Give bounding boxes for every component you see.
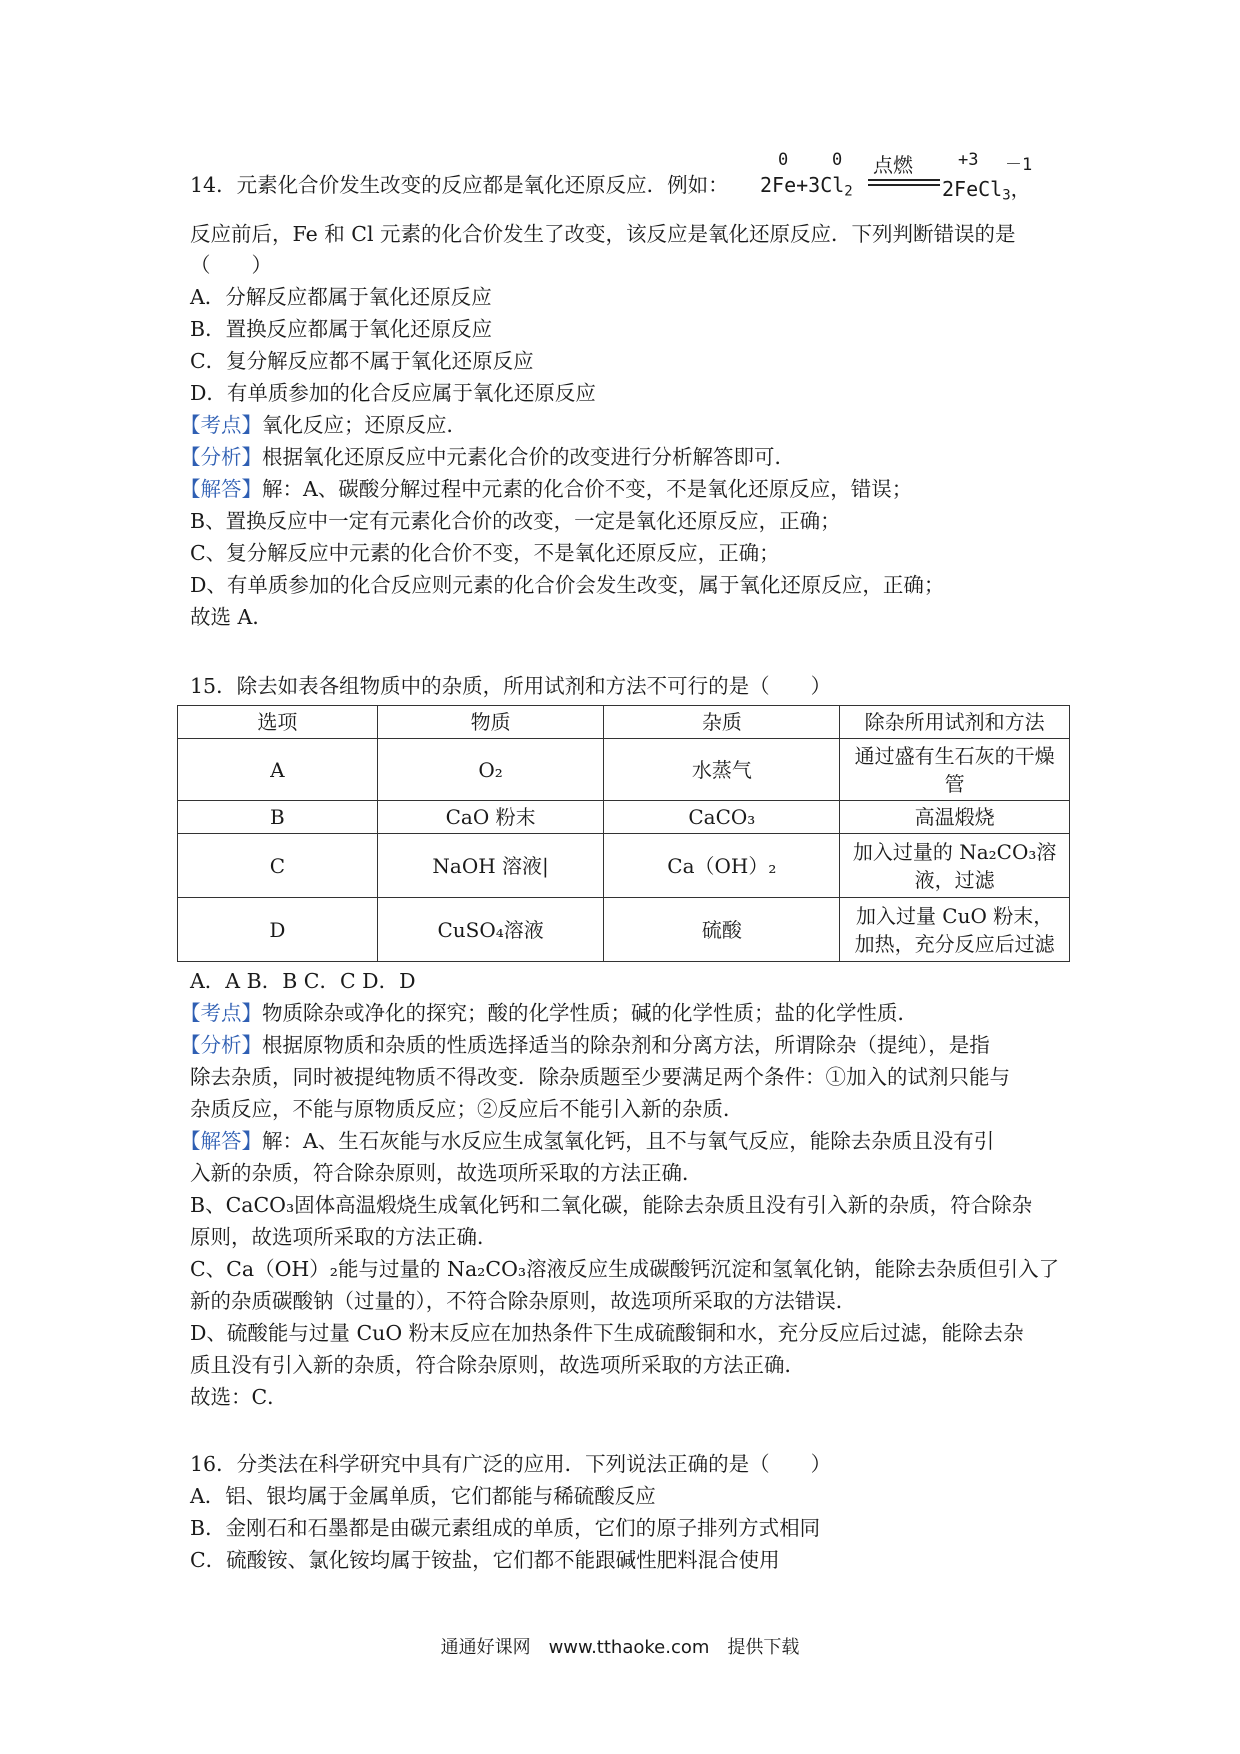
q15-fenxi: 【分析】根据原物质和杂质的性质选择适当的除杂剂和分离方法，所谓除杂（提纯），是指 xyxy=(180,1033,990,1057)
q16-option-c: C．硫酸铵、氯化铵均属于铵盐，它们都不能跟碱性肥料混合使用 xyxy=(190,1548,780,1572)
table-cell: C xyxy=(178,834,378,898)
table-header-cell: 选项 xyxy=(178,706,378,739)
q15-kaodian: 【考点】物质除杂或净化的探究；酸的化学性质；碱的化学性质；盐的化学性质． xyxy=(180,1001,918,1025)
q14-ox-cl: 0 xyxy=(832,150,843,170)
table-header-cell: 物质 xyxy=(377,706,604,739)
table-cell: 硫酸 xyxy=(604,898,840,962)
q16-option-a: A．铝、银均属于金属单质，它们都能与稀硫酸反应 xyxy=(190,1484,656,1508)
page-footer: 通通好课网 www.tthaoke.com 提供下载 xyxy=(440,1637,800,1658)
table-cell: A xyxy=(178,739,378,801)
table-cell: CuSO₄溶液 xyxy=(377,898,604,962)
table-cell: B xyxy=(178,801,378,834)
q14-option-b: B．置换反应都属于氧化还原反应 xyxy=(190,317,493,341)
q15-answers: A．A B．B C．C D．D xyxy=(190,969,416,993)
table-cell: 高温煅烧 xyxy=(840,801,1070,834)
table-row xyxy=(178,739,1070,801)
q14-option-d: D．有单质参加的化合反应属于氧化还原反应 xyxy=(190,381,596,405)
q14-eq-arrow-bottom xyxy=(868,184,940,186)
q15-jieda-line: 入新的杂质，符合除杂原则，故选项所采取的方法正确． xyxy=(190,1161,703,1185)
q15-jieda-line: B、CaCO₃固体高温煅烧生成氧化钙和二氧化碳，能除去杂质且没有引入新的杂质，符合除杂 xyxy=(190,1193,1033,1217)
table-row xyxy=(178,834,1070,898)
q15-jieda-line: 原则，故选项所采取的方法正确． xyxy=(190,1225,498,1249)
fenxi-tag: 【分析】 xyxy=(180,445,262,469)
q14-kaodian: 【考点】氧化反应；还原反应． xyxy=(180,413,467,437)
q16-stem: 16．分类法在科学研究中具有广泛的应用．下列说法正确的是（ ） xyxy=(190,1452,832,1476)
q15-jieda-line: D、硫酸能与过量 CuO 粉末反应在加热条件下生成硫酸铜和水，充分反应后过滤，能除去杂 xyxy=(190,1321,1024,1345)
table-cell: CaO 粉末 xyxy=(377,801,604,834)
table-header-row xyxy=(178,706,1070,739)
q15-table xyxy=(177,705,1070,962)
table-row xyxy=(178,801,1070,834)
q15-jieda-line: 新的杂质碳酸钠（过量的），不符合除杂原则，故选项所采取的方法错误． xyxy=(190,1289,857,1313)
fenxi-tag: 【分析】 xyxy=(180,1033,262,1057)
q14-eq-arrow-top xyxy=(868,179,940,181)
q14-jieda-line: C、复分解反应中元素的化合价不变，不是氧化还原反应，正确； xyxy=(190,541,780,565)
q15-fenxi-line: 除去杂质，同时被提纯物质不得改变．除杂质题至少要满足两个条件：①加入的试剂只能与 xyxy=(190,1065,1010,1089)
q15-jieda-line: 质且没有引入新的杂质，符合除杂原则，故选项所采取的方法正确． xyxy=(190,1353,805,1377)
q15-jieda-line: 故选：C． xyxy=(190,1385,288,1409)
table-cell: Ca（OH）₂ xyxy=(604,834,840,898)
q16-option-b: B．金刚石和石墨都是由碳元素组成的单质，它们的原子排列方式相同 xyxy=(190,1516,821,1540)
jieda-tag: 【解答】 xyxy=(180,477,262,501)
q14-jieda-line: 故选 A． xyxy=(190,605,273,629)
q14-ox-cl-neg: －1 xyxy=(1005,155,1033,175)
q15-stem: 15．除去如表各组物质中的杂质，所用试剂和方法不可行的是（ ） xyxy=(190,674,832,698)
kaodian-tag: 【考点】 xyxy=(180,1001,262,1025)
table-row xyxy=(178,898,1070,962)
table-cell: 加入过量 CuO 粉末，加热，充分反应后过滤 xyxy=(840,898,1070,962)
q14-ox-fe3: +3 xyxy=(958,150,979,170)
q14-jieda-line: B、置换反应中一定有元素化合价的改变，一定是氧化还原反应，正确； xyxy=(190,509,841,533)
table-header-cell: 杂质 xyxy=(604,706,840,739)
q15-jieda: 【解答】解：A、生石灰能与水反应生成氢氧化钙，且不与氧气反应，能除去杂质且没有引 xyxy=(180,1129,995,1153)
q15-jieda-line: C、Ca（OH）₂能与过量的 Na₂CO₃溶液反应生成碳酸钙沉淀和氢氧化钠，能除去杂质但引入了 xyxy=(190,1257,1060,1281)
table-cell: O₂ xyxy=(377,739,604,801)
q14-eq-condition: 点燃 xyxy=(873,153,913,177)
table-cell: CaCO₃ xyxy=(604,801,840,834)
table-cell: 通过盛有生石灰的干燥管 xyxy=(840,739,1070,801)
q14-jieda: 【解答】解：A、碳酸分解过程中元素的化合价不变，不是氧化还原反应，错误； xyxy=(180,477,913,501)
q14-ox-fe: 0 xyxy=(778,150,789,170)
q14-eq-right: 2FeCl$_3$， xyxy=(942,177,1031,204)
q15-fenxi-line: 杂质反应，不能与原物质反应；②反应后不能引入新的杂质． xyxy=(190,1097,744,1121)
table-cell: 加入过量的 Na₂CO₃溶液，过滤 xyxy=(840,834,1070,898)
table-header-cell: 除杂所用试剂和方法 xyxy=(840,706,1070,739)
q14-option-c: C．复分解反应都不属于氧化还原反应 xyxy=(190,349,534,373)
table-cell: NaOH 溶液| xyxy=(377,834,604,898)
table-cell: D xyxy=(178,898,378,962)
q14-stem-line3: （ ） xyxy=(190,253,272,277)
table-cell: 水蒸气 xyxy=(604,739,840,801)
q14-stem-prefix: 14．元素化合价发生改变的反应都是氧化还原反应．例如： xyxy=(190,173,729,197)
q14-jieda-line: D、有单质参加的化合反应则元素的化合价会发生改变，属于氧化还原反应，正确； xyxy=(190,573,945,597)
q14-stem-line1 xyxy=(190,171,729,199)
kaodian-tag: 【考点】 xyxy=(180,413,262,437)
q14-eq-left: $2Fe+3Cl_2$ xyxy=(760,173,853,200)
q14-stem-line2: 反应前后，Fe 和 Cl 元素的化合价发生了改变，该反应是氧化还原反应．下列判断错误的是 xyxy=(190,222,1016,246)
jieda-tag: 【解答】 xyxy=(180,1129,262,1153)
q14-fenxi: 【分析】根据氧化还原反应中元素化合价的改变进行分析解答即可． xyxy=(180,445,795,469)
q14-option-a: A．分解反应都属于氧化还原反应 xyxy=(190,285,492,309)
